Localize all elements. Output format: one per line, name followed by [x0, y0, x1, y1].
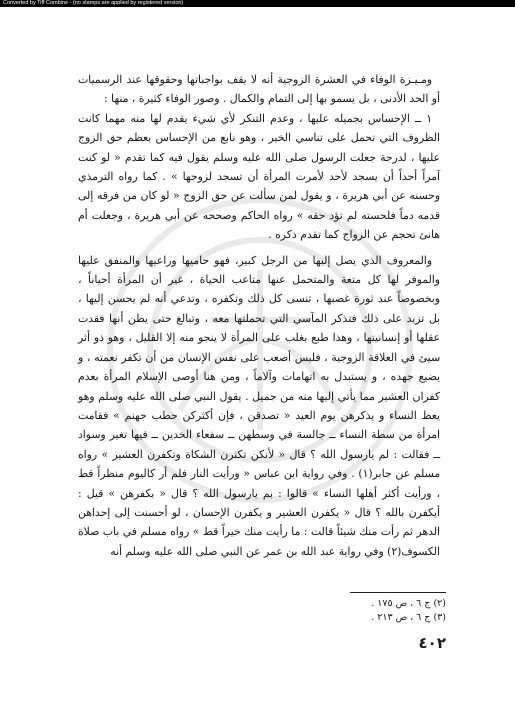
- conversion-banner: Converted by Tiff Combine - (no stamps are applied by registered version): [0, 0, 515, 7]
- footnotes: [300, 597, 446, 625]
- page-number: ٤٠٢: [418, 634, 446, 652]
- intro-paragraph: ومـيـزة الوفاء في العشرة الزوجية أنه لا يقف بواجباتها وحقوقها عند الرسميات أو الحد الأدنى ، بل يسمو بها إلى التمام والكمال . وصور الوفاء كثيرة ، منها :: [78, 73, 440, 106]
- footnote-divider: [350, 592, 446, 593]
- point-one-paragraph: ١ ــ الإحساس بجميله عليها ، وعدم التنكر لأي شيء يقدم لها منه مهما كانت الظروف التي تحمل على تناسي الخير ، وهو نابع من الإحساس بعظم حق الزوج عليها ، لدرجة جعلت الرسول صلى الله عليه وسلم يقول فيه كما تقدم « لو كنت آمراً أحداً أن يسجد لأحد لأمرت المرأة أن تسجد لزوجها » . كما رواه الترمذي وحسنه عن أبي هريرة ، و يقول لمن سألت عن حق الزوج « لو كان من فرقه إلى قدمه دماً فلحسته لم تؤد حقه » رواه الحاكم وصححه عن أبي هريرة ، وجعلت أم هانئ تحجم عن الزواج كما تقدم ذكره .: [78, 111, 440, 242]
- continuation-paragraph: والمعروف الذي يصل إليها من الرجل كبير، فهو حاميها وراعيها والمنفق عليها والموفر لها كل متعة والمتحمل عنها متاعب الحياة ، غير أن المرأة أحياناً ، وبخصوصاً عند ثورة غضبها ، تنسى كل ذلك وتكفره ، وتدعي أنه لم يحسن إليها ، بل تزيد على ذلك فتذكر المآسي التي تحملتها معه ، وتبالغ حتى يظن أنها فقدت عقلها أو إنسانيتها ، وهذا طبع يغلب على المرأة لا ينجو منه إلا القليل ، وهو ذو أثر سيئ في العلاقة الزوجية ، فليس أصعب على نفس الإنسان من أن تكفر نعمته ، و يضيع جهده ، و يستبدل به اتهامات وآلاماً ، ومن هنا أوصى الإسلام المرأة بعدم كفران العشير مما يأتي إليها منه من جميل . يقول النبي صلى الله عليه وسلم وهو يعظ النساء و يذكرهن يوم العيد « تصدقن ، فإن أكثركن حطب جهنم » فقامت امرأة من سطة النساء ــ جالسة في وسطهن ــ سفعاء الخدين ــ فيها تغير وسواد ــ فقالت : لم يارسول الله ؟ قال « لأنكن تكثرن الشكاة وتكفرن العشير » رواه مسلم عن جابر(١) . وفي رواية ابن عباس « ورأيت النار فلم أر كاليوم منظراً قط ، ورأيت أكثر أهلها النساء » قالوا : بم يارسول الله ؟ قال « بكفرهن » قيل : أيكفرن بالله ؟ قال « يكفرن العشير و يكفرن الإحسان ، لو أحسنت إلى إحداهن الدهر ثم رأت منك شيئاً قالت : ما رأيت منك خيراً قط » رواه مسلم في باب صلاة الكسوف(٢) وفي رواية عبد الله بن عمر عن النبي صلى الله عليه وسلم أنه: [78, 253, 440, 558]
- footnote-item: (٢) ج ٦ ، ص ١٧٥ .: [371, 598, 446, 609]
- footnote-item: (٣) ج ٦ ، ص ٢١٣ .: [371, 612, 446, 623]
- page-body: [78, 70, 440, 561]
